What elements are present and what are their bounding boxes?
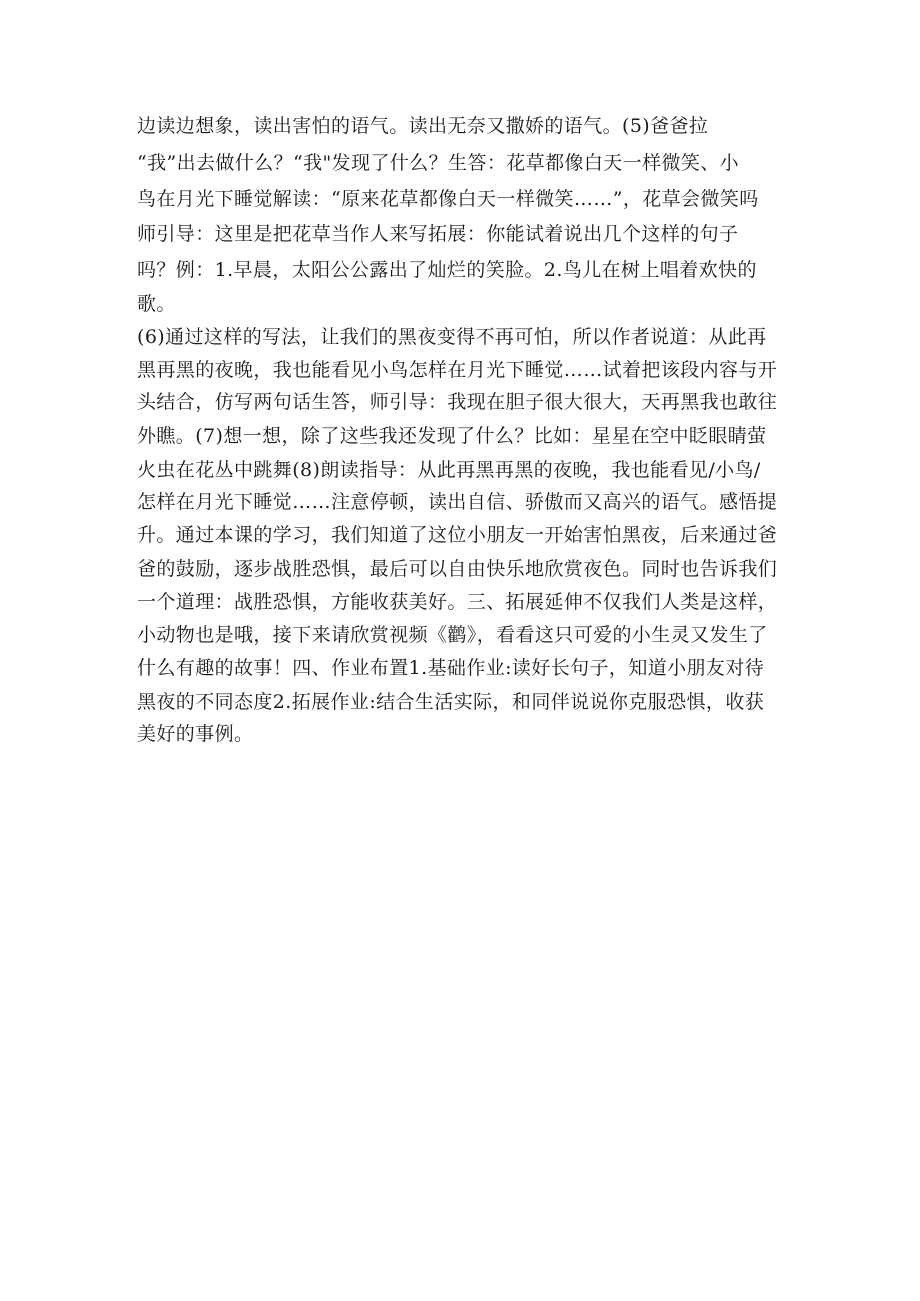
text-line-14: 爸的鼓励，逐步战胜恐惧，最后可以自由快乐地欣赏夜色。同时也告诉我们 <box>137 558 778 580</box>
text-line-15: 一个道理：战胜恐惧，方能收获美好。三、拓展延伸不仅我们人类是这样， <box>137 591 778 613</box>
text-line-10: 外瞧。(7)想一想，除了这些我还发现了什么？比如：星星在空中眨眼睛萤 <box>137 425 767 447</box>
text-line-12: 怎样在月光下睡觉……注意停顿，读出自信、骄傲而又高兴的语气。感悟提 <box>137 491 778 513</box>
text-line-19: 美好的事例。 <box>137 723 254 745</box>
text-line-6: 歌。 <box>137 293 176 315</box>
text-line-11: 火虫在花丛中跳舞(8)朗读指导：从此再黑再黑的夜晚，我也能看见/小鸟/ <box>137 459 761 481</box>
text-line-4: 师引导：这里是把花草当作人来写拓展：你能试着说出几个这样的句子 <box>137 223 739 245</box>
text-line-18: 黑夜的不同态度2.拓展作业:结合生活实际，和同伴说说你克服恐惧，收获 <box>137 691 765 713</box>
text-line-9: 头结合，仿写两句话生答，师引导：我现在胆子很大很大，天再黑我也敢往 <box>137 391 778 413</box>
text-line-16: 小动物也是哦，接下来请欣赏视频《鹳》，看看这只可爱的小生灵又发生了 <box>137 624 768 646</box>
text-line-1: 边读边想象，读出害怕的语气。读出无奈又撒娇的语气。(5)爸爸拉 <box>137 115 709 137</box>
text-line-3: 鸟在月光下睡觉解读：“原来花草都像白天一样微笑……”，花草会微笑吗 <box>137 188 759 210</box>
text-line-2: “我”出去做什么？“我"发现了什么？生答：花草都像白天一样微笑、小 <box>137 152 740 174</box>
text-line-7: (6)通过这样的写法，让我们的黑夜变得不再可怕，所以作者说道：从此再 <box>137 326 767 348</box>
text-line-17: 什么有趣的故事！四、作业布置1.基础作业:读好长句子，知道小朋友对待 <box>137 657 765 679</box>
text-line-8: 黑再黑的夜晚，我也能看见小鸟怎样在月光下睡觉……试着把该段内容与开 <box>137 359 778 381</box>
text-line-5: 吗？例：1.早晨，太阳公公露出了灿烂的笑脸。2.鸟儿在树上唱着欢快的 <box>137 259 757 281</box>
text-line-13: 升。通过本课的学习，我们知道了这位小朋友一开始害怕黑夜，后来通过爸 <box>137 524 778 546</box>
